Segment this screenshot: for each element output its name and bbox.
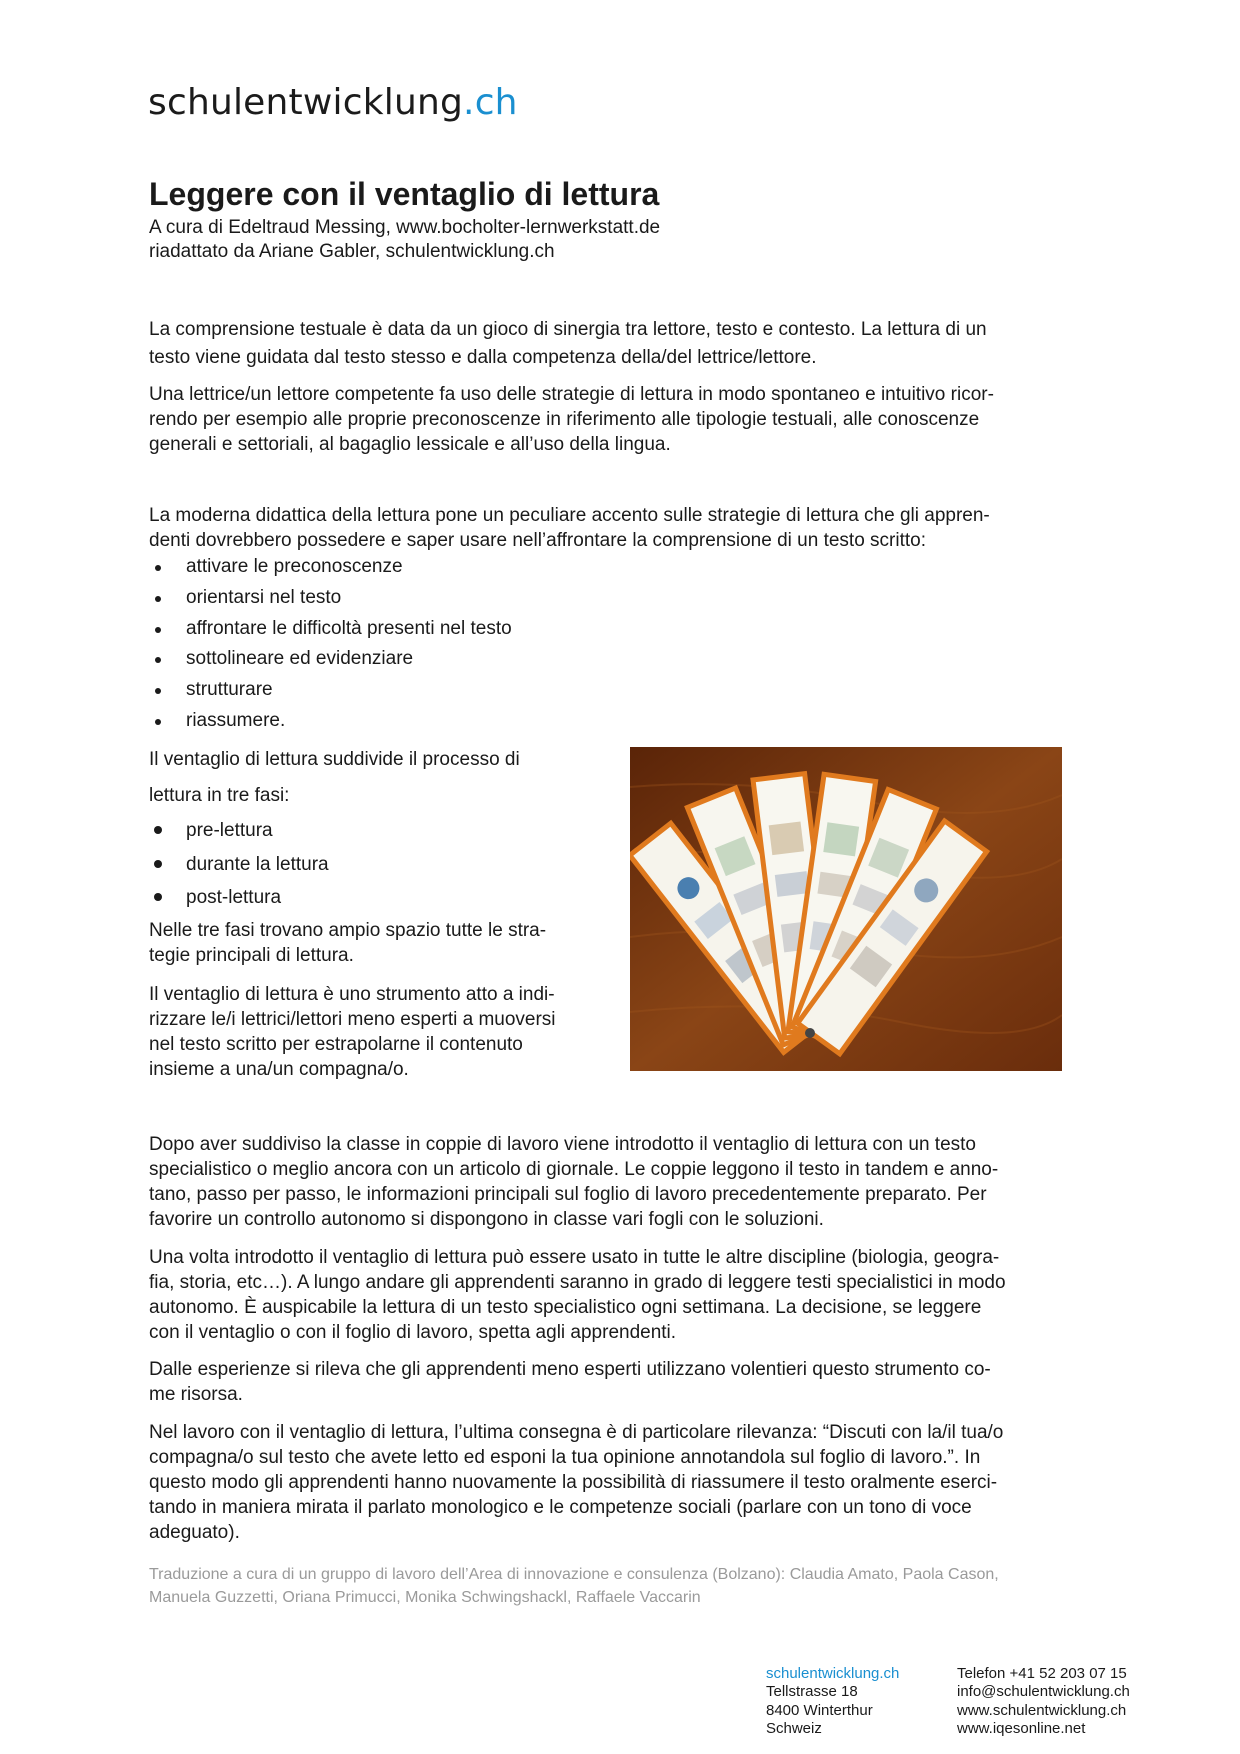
address-name-link[interactable]: schulentwicklung.ch xyxy=(766,1665,900,1682)
page-title: Leggere con il ventaglio di lettura xyxy=(149,176,660,212)
phases-after-line: tegie principali di lettura. xyxy=(149,945,354,966)
website-link[interactable]: www.iqesonline.net xyxy=(957,1719,1086,1737)
bullet-icon xyxy=(155,596,161,602)
tool-line: rizzare le/i lettrici/lettori meno esperti a muoversi xyxy=(149,1009,556,1030)
logo-text: schulentwicklung xyxy=(148,82,464,123)
bullet-icon xyxy=(155,565,161,571)
site-logo xyxy=(148,82,518,123)
bullet-icon xyxy=(154,860,162,868)
experience-line: Dalle esperienze si rileva che gli apprendenti meno esperti utilizzano volentieri questo strumento co- xyxy=(149,1359,991,1380)
competent-line: rendo per esempio alle proprie preconoscenze in riferimento alle tipologie testuali, alle conoscenze xyxy=(149,409,980,430)
tool-line: Il ventaglio di lettura è uno strumento atto a indi- xyxy=(149,984,555,1005)
list-item: sottolineare ed evidenziare xyxy=(149,644,512,675)
usage-line: con il ventaglio o con il foglio di lavoro, spetta agli apprendenti. xyxy=(149,1322,677,1343)
list-item: strutturare xyxy=(149,675,512,706)
phases-intro-line: lettura in tre fasi: xyxy=(149,785,290,806)
usage-line: autonomo. È auspicabile la lettura di un testo specialistico ogni settimana. La decisione, se leggere xyxy=(149,1297,982,1318)
email-link[interactable]: info@schulentwicklung.ch xyxy=(957,1683,1130,1701)
logo-accent: .ch xyxy=(463,82,518,123)
website-link[interactable]: www.schulentwicklung.ch xyxy=(957,1701,1127,1719)
last-line: Nel lavoro con il ventaglio di lettura, l’ultima consegna è di particolare rilevanza: “Discuti con la/il tua/o xyxy=(149,1422,1004,1443)
list-item: riassumere. xyxy=(149,706,512,737)
translation-credit: Traduzione a cura di un gruppo di lavoro dell’Area di innovazione e consulenza (Bolzano): Claudia Amato, Paola Cason, Manuela Guzzetti, Oriana Primucci, Monika Schwingshackl, Raffaele Vaccarin xyxy=(149,1566,999,1606)
bullet-icon xyxy=(155,719,161,725)
last-line: tando in maniera mirata il parlato monologico e le competenze sociali (parlare con un tono di voce xyxy=(149,1497,972,1518)
bullet-icon xyxy=(155,657,161,663)
postal-address: schulentwicklung.ch Tellstrasse 18 8400 Winterthur Schweiz xyxy=(766,1665,900,1737)
strategies-list xyxy=(149,552,512,737)
phases-after-line: Nelle tre fasi trovano ampio spazio tutte le stra- xyxy=(149,920,547,941)
usage-line: fia, storia, etc…). A lungo andare gli apprendenti saranno in grado di leggere testi specialistici in modo xyxy=(149,1272,1006,1293)
pairs-line: specialistico o meglio ancora con un articolo di giornale. Le coppie leggono il testo in tandem e anno- xyxy=(149,1159,999,1180)
reading-fan-photo xyxy=(630,747,1062,1071)
list-item: attivare le preconoscenze xyxy=(149,552,512,583)
bullet-icon xyxy=(155,688,161,694)
list-item: orientarsi nel testo xyxy=(149,583,512,614)
pairs-line: favorire un controllo autonomo si dispongono in classe vari fogli con le soluzioni. xyxy=(149,1209,824,1230)
didactics-line: La moderna didattica della lettura pone un peculiare accento sulle strategie di lettura che gli appren- xyxy=(149,505,990,526)
usage-line: Una volta introdotto il ventaglio di lettura può essere usato in tutte le altre discipline (biologia, geogra- xyxy=(149,1247,1000,1268)
list-item: affrontare le difficoltà presenti nel testo xyxy=(149,614,512,645)
last-line: adeguato). xyxy=(149,1522,240,1543)
competent-line: Una lettrice/un lettore competente fa uso delle strategie di lettura in modo spontaneo e intuitivo ricor- xyxy=(149,384,994,405)
bullet-icon xyxy=(154,893,162,901)
intro-line: testo viene guidata dal testo stesso e dalla competenza della/del lettrice/lettore. xyxy=(149,347,817,368)
phases-list xyxy=(149,814,329,915)
pairs-line: Dopo aver suddiviso la classe in coppie di lavoro viene introdotto il ventaglio di lettura con un testo xyxy=(149,1134,976,1155)
phone-number: Telefon +41 52 203 07 15 xyxy=(957,1665,1127,1682)
intro-line: La comprensione testuale è data da un gioco di sinergia tra lettore, testo e contesto. La lettura di un xyxy=(149,319,987,340)
list-item: pre-lettura xyxy=(149,814,329,848)
bullet-icon xyxy=(154,826,162,834)
phases-intro-line: Il ventaglio di lettura suddivide il processo di xyxy=(149,749,520,770)
experience-line: me risorsa. xyxy=(149,1384,243,1405)
didactics-line: denti dovrebbero possedere e saper usare nell’affrontare la comprensione di un testo scritto: xyxy=(149,530,926,551)
list-item: durante la lettura xyxy=(149,848,329,882)
byline-adapter: riadattato da Ariane Gabler, schulentwicklung.ch xyxy=(149,241,555,262)
last-line: questo modo gli apprendenti hanno nuovamente la possibilità di riassumere il testo oralmente eserci- xyxy=(149,1472,998,1493)
tool-line: nel testo scritto per estrapolarne il contenuto xyxy=(149,1034,523,1055)
byline-author: A cura di Edeltraud Messing, www.bocholter-lernwerkstatt.de xyxy=(149,217,661,238)
list-item: post-lettura xyxy=(149,881,329,915)
pairs-line: tano, passo per passo, le informazioni principali sul foglio di lavoro precedentemente preparato. Per xyxy=(149,1184,987,1205)
last-line: compagna/o sul testo che avete letto ed esponi la tua opinione annotandola sul foglio di lavoro.”. In xyxy=(149,1447,981,1468)
contact-block xyxy=(957,1665,1130,1738)
tool-line: insieme a una/un compagna/o. xyxy=(149,1059,409,1080)
bullet-icon xyxy=(155,627,161,633)
competent-line: generali e settoriali, al bagaglio lessicale e all’uso della lingua. xyxy=(149,434,671,455)
